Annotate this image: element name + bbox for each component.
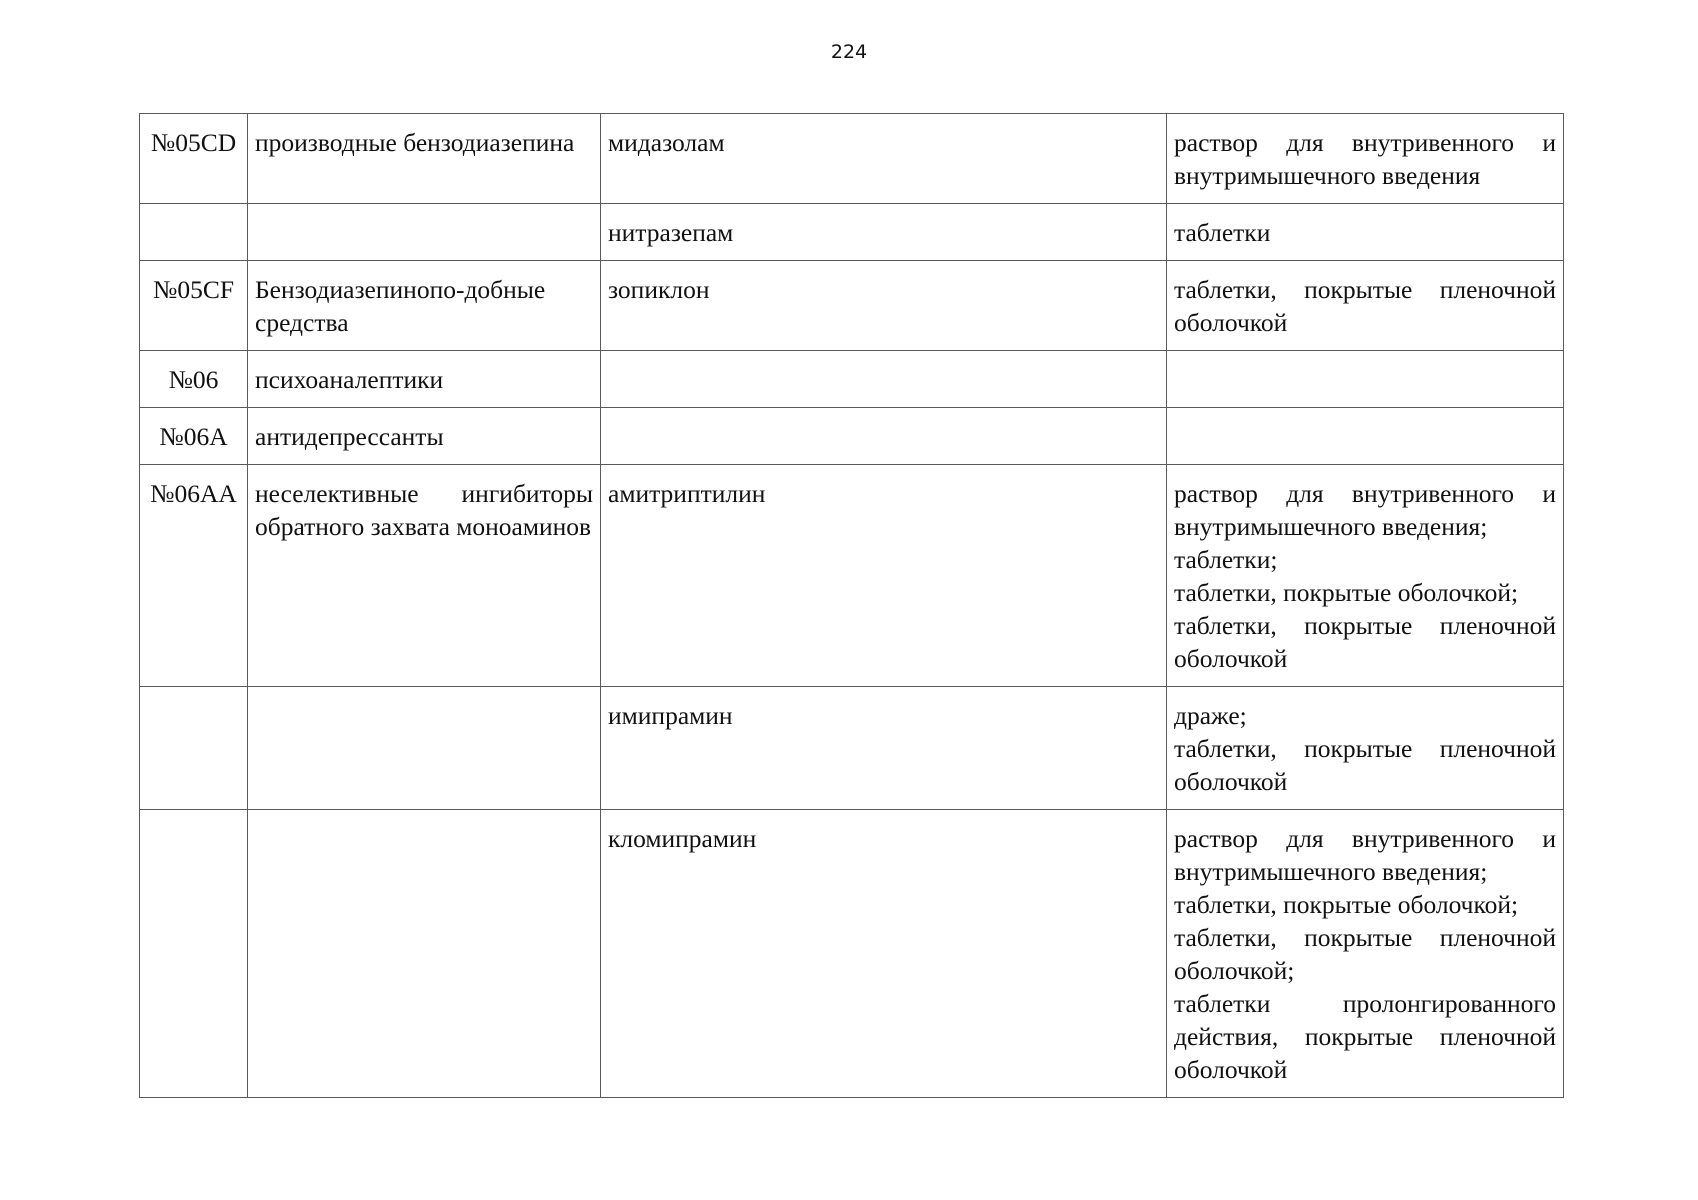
atc-code-cell <box>140 204 248 261</box>
drug-table <box>139 113 1564 1098</box>
active-substance-cell: мидазолам <box>601 114 1167 204</box>
dosage-form-text: раствор для внутривенного и внутримышечного введения <box>1174 128 1556 190</box>
pharmacological-group-cell <box>248 114 601 204</box>
pharmacological-group-text: производные бензодиазепина <box>255 128 575 157</box>
table-row <box>140 408 1564 465</box>
dosage-form-cell <box>1167 687 1564 810</box>
active-substance-cell: кломипрамин <box>601 810 1167 1098</box>
dosage-form-cell <box>1167 408 1564 465</box>
dosage-form-text: таблетки, покрытые пленочной оболочкой <box>1174 734 1556 796</box>
pharmacological-group-text: психоаналептики <box>255 365 444 394</box>
table-row <box>140 114 1564 204</box>
active-substance-cell: имипрамин <box>601 687 1167 810</box>
pharmacological-group-cell <box>248 351 601 408</box>
pharmacological-group-text: антидепрессанты <box>255 422 444 451</box>
atc-code-cell: №06AA <box>140 465 248 687</box>
active-substance-cell: нитразепам <box>601 204 1167 261</box>
active-substance-cell: зопиклон <box>601 261 1167 351</box>
dosage-form-cell <box>1167 114 1564 204</box>
table-row <box>140 810 1564 1098</box>
dosage-form-cell <box>1167 810 1564 1098</box>
atc-code-cell <box>140 687 248 810</box>
atc-code-cell: №05CD <box>140 114 248 204</box>
dosage-form-text: таблетки пролонгированного действия, покрытые пленочной оболочкой <box>1174 989 1556 1084</box>
active-substance-cell <box>601 351 1167 408</box>
dosage-form-cell <box>1167 465 1564 687</box>
dosage-form-cell <box>1167 261 1564 351</box>
pharmacological-group-cell <box>248 261 601 351</box>
page-number: 224 <box>830 41 868 63</box>
dosage-form-text: раствор для внутривенного и внутримышечного введения; <box>1174 824 1556 886</box>
dosage-form-text: таблетки, покрытые пленочной оболочкой; <box>1174 923 1556 985</box>
dosage-form-text: таблетки <box>1174 218 1271 247</box>
atc-code-cell <box>140 810 248 1098</box>
dosage-form-text: таблетки, покрытые оболочкой; <box>1174 890 1519 919</box>
pharmacological-group-cell <box>248 810 601 1098</box>
pharmacological-group-cell <box>248 204 601 261</box>
dosage-form-text: таблетки; <box>1174 545 1278 574</box>
pharmacological-group-cell <box>248 408 601 465</box>
table-row <box>140 351 1564 408</box>
dosage-form-cell <box>1167 351 1564 408</box>
pharmacological-group-text: Бензодиазепинопо-добные средства <box>255 275 546 337</box>
dosage-form-text: таблетки, покрытые пленочной оболочкой <box>1174 275 1556 337</box>
drug-table-body <box>140 114 1564 1098</box>
dosage-form-cell <box>1167 204 1564 261</box>
table-row <box>140 261 1564 351</box>
dosage-form-text: драже; <box>1174 701 1247 730</box>
pharmacological-group-cell <box>248 465 601 687</box>
active-substance-cell: амитриптилин <box>601 465 1167 687</box>
active-substance-cell <box>601 408 1167 465</box>
atc-code-cell: №06 <box>140 351 248 408</box>
table-row <box>140 465 1564 687</box>
table-row <box>140 687 1564 810</box>
atc-code-cell: №05CF <box>140 261 248 351</box>
dosage-form-text: раствор для внутривенного и внутримышечного введения; <box>1174 479 1556 541</box>
dosage-form-text: таблетки, покрытые пленочной оболочкой <box>1174 611 1556 673</box>
dosage-form-text: таблетки, покрытые оболочкой; <box>1174 578 1519 607</box>
pharmacological-group-cell <box>248 687 601 810</box>
table-row <box>140 204 1564 261</box>
atc-code-cell: №06A <box>140 408 248 465</box>
pharmacological-group-text: неселективные ингибиторы обратного захвата моноаминов <box>255 479 593 541</box>
